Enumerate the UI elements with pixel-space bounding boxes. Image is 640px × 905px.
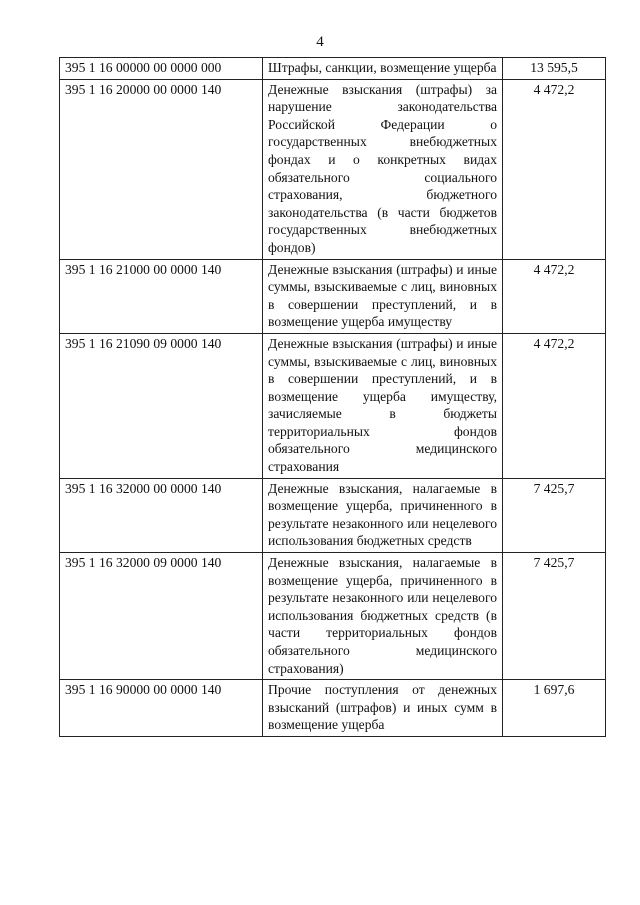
table-row — [60, 259, 606, 333]
classification-code: 395 1 16 32000 09 0000 140 — [60, 553, 263, 680]
revenue-name: Прочие поступления от денежных взысканий (штрафов) и иных сумм в возмещение ущерба — [263, 680, 503, 737]
revenue-name: Штрафы, санкции, возмещение ущерба — [263, 58, 503, 80]
table-row — [60, 478, 606, 552]
classification-code: 395 1 16 21090 09 0000 140 — [60, 333, 263, 478]
table-row — [60, 79, 606, 259]
revenue-name: Денежные взыскания, налагаемые в возмещение ущерба, причиненного в результате незаконного или нецелевого использования бюджетных средств (в части территориальных фондов обязательного медицинского страхования) — [263, 553, 503, 680]
revenue-name: Денежные взыскания, налагаемые в возмещение ущерба, причиненного в результате незаконного или нецелевого использования бюджетных средств — [263, 478, 503, 552]
amount: 4 472,2 — [503, 79, 606, 259]
classification-code: 395 1 16 32000 00 0000 140 — [60, 478, 263, 552]
classification-code: 395 1 16 20000 00 0000 140 — [60, 79, 263, 259]
amount: 7 425,7 — [503, 553, 606, 680]
amount: 13 595,5 — [503, 58, 606, 80]
classification-code: 395 1 16 00000 00 0000 000 — [60, 58, 263, 80]
revenue-name: Денежные взыскания (штрафы) и иные суммы, взыскиваемые с лиц, виновных в совершении преступлений, и в возмещение ущерба имуществу, зачисляемые в бюджеты территориальных фондов обязательного медицинского страхования — [263, 333, 503, 478]
table-row — [60, 333, 606, 478]
amount: 4 472,2 — [503, 333, 606, 478]
classification-code: 395 1 16 90000 00 0000 140 — [60, 680, 263, 737]
amount: 7 425,7 — [503, 478, 606, 552]
table-row — [60, 680, 606, 737]
table-row — [60, 553, 606, 680]
revenue-name: Денежные взыскания (штрафы) за нарушение законодательства Российской Федерации о государственных внебюджетных фондах и о конкретных видах обязательного социального страхования, бюджетного законодательства (в части бюджетов государственных внебюджетных фондов) — [263, 79, 503, 259]
page-number: 4 — [316, 34, 324, 50]
revenue-name: Денежные взыскания (штрафы) и иные суммы, взыскиваемые с лиц, виновных в совершении преступлений, и в возмещение ущерба имуществу — [263, 259, 503, 333]
amount: 4 472,2 — [503, 259, 606, 333]
amount: 1 697,6 — [503, 680, 606, 737]
budget-table — [59, 57, 606, 737]
table-row — [60, 58, 606, 80]
classification-code: 395 1 16 21000 00 0000 140 — [60, 259, 263, 333]
